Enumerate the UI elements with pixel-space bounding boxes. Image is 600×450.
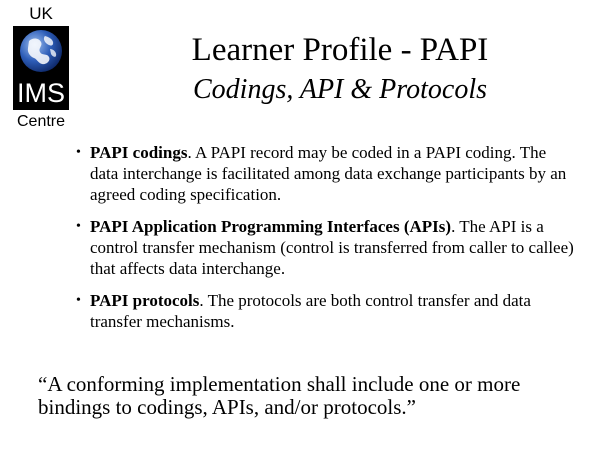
bullet-term: PAPI Application Programming Interfaces (APIs)	[90, 217, 452, 236]
bullet-text: . The protocols are both control transfer and data transfer mechanisms.	[90, 291, 531, 331]
bullet-icon: •	[76, 145, 81, 160]
logo-country-label: UK	[29, 4, 53, 23]
globe-icon	[19, 29, 63, 73]
slide-subtitle: Codings, API & Protocols	[193, 74, 487, 105]
slide-title: Learner Profile - PAPI	[191, 32, 489, 68]
logo-centre-label: Centre	[16, 113, 66, 130]
bullet-list	[76, 142, 576, 343]
bullet-item-apis	[76, 216, 576, 279]
bullet-icon: •	[76, 293, 81, 308]
bullet-text: . The API is a control transfer mechanism (control is transferred from caller to callee) that affects data interchange.	[90, 217, 574, 278]
bullet-term: PAPI codings	[90, 143, 188, 162]
ims-uk-logo	[10, 4, 72, 132]
logo-box	[13, 26, 69, 110]
bullet-text: . A PAPI record may be coded in a PAPI coding. The data interchange is facilitated among data exchange participants by an agreed coding specification.	[90, 143, 567, 204]
bullet-item-codings	[76, 142, 576, 205]
bullet-item-protocols	[76, 290, 576, 332]
bullet-term: PAPI protocols	[90, 291, 200, 310]
logo-ims-text: IMS	[16, 78, 65, 108]
bullet-icon: •	[76, 219, 81, 234]
conformance-quote: “A conforming implementation shall include one or more bindings to codings, APIs, and/or protocols.”	[38, 372, 521, 419]
